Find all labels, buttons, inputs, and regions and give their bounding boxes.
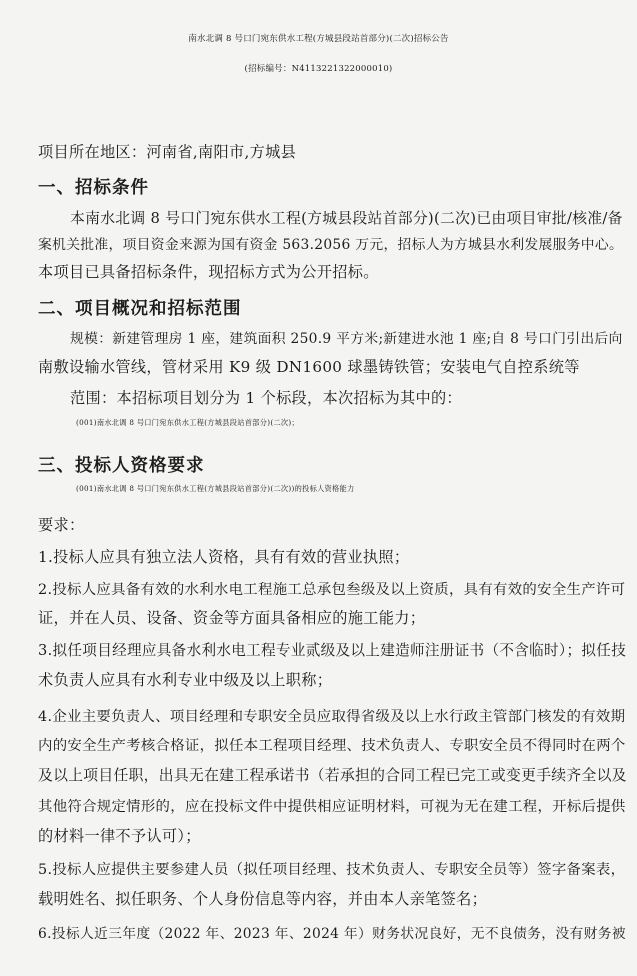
section-heading-project-overview: 二、项目概况和招标范围 — [38, 299, 242, 319]
paragraph-line: 内的安全生产考核合格证，拟任本工程项目经理、技术负责人、专职安全员不得同时在两个 — [38, 738, 626, 754]
paragraph-line: 本项目已具备招标条件，现招标方式为公开招标。 — [38, 263, 379, 281]
paragraph-line: 范围：本招标项目划分为 1 个标段，本次招标为其中的： — [70, 389, 462, 407]
paragraph-line: 证，并在人员、设备、资金等方面具备相应的施工能力； — [38, 609, 426, 627]
paragraph-line: 5.投标人应提供主要参建人员（拟任项目经理、技术负责人、专职安全员等）签字备案表， — [38, 862, 626, 878]
paragraph-line: 案机关批准，项目资金来源为国有资金 563.2056 万元，招标人为方城县水利发展服务中心。 — [38, 237, 624, 253]
paragraph-line: (001)南水北调 8 号口门宛东供水工程(方城县段站首部分)(二次))的投标人资格能力 — [76, 484, 355, 493]
paragraph-line: 的材料一律不予认可）； — [38, 827, 201, 845]
paragraph-line: 2.投标人应具备有效的水利水电工程施工总承包叁级及以上资质，具有有效的安全生产许可 — [38, 582, 626, 598]
paragraph-line: 南敷设输水管线，管材采用 K9 级 DN1600 球墨铸铁管；安装电气自控系统等 — [38, 358, 580, 376]
paragraph-line: 其他符合规定情形的，应在投标文件中提供相应证明材料，可视为无在建工程，开标后提供 — [38, 799, 626, 815]
paragraph-line: 载明姓名、拟任职务、个人身份信息等内容，并由本人亲笔签名； — [38, 890, 488, 908]
paragraph-line: 及以上项目任职，出具无在建工程承诺书（若承担的合同工程已完工或变更手续齐全以及 — [38, 767, 627, 784]
section-heading-bidder-qualifications: 三、投标人资格要求 — [38, 456, 205, 476]
paragraph-line: 1.投标人应具有独立法人资格，具有有效的营业执照； — [38, 548, 410, 566]
paragraph-line: 6.投标人近三年度（2022 年、2023 年、2024 年）财务状况良好，无不良债务，没有财务被 — [38, 926, 626, 942]
project-location: 项目所在地区：河南省,南阳市,方城县 — [38, 143, 297, 161]
paragraph-line: 要求： — [38, 516, 85, 534]
document-title: 南水北调 8 号口门宛东供水工程(方城县段站首部分)(二次)招标公告 — [188, 34, 449, 44]
paragraph-line: 术负责人应具有水利专业中级及以上职称； — [38, 671, 333, 689]
tender-number: (招标编号：N4113221322000010) — [244, 64, 393, 74]
paragraph-line: 规模：新建管理房 1 座，建筑面积 250.9 平方米;新建进水池 1 座;自 8 号口门引出后向 — [70, 331, 623, 347]
paragraph-line: (001)南水北调 8 号口门宛东供水工程(方城县段站首部分)(二次)； — [76, 418, 299, 427]
paragraph-line: 本南水北调 8 号口门宛东供水工程(方城县段站首部分)(二次)已由项目审批/核准/备 — [70, 210, 623, 227]
paragraph-line: 4.企业主要负责人、项目经理和专职安全员应取得省级及以上水行政主管部门核发的有效期 — [38, 709, 626, 725]
paragraph-line: 3.拟任项目经理应具备水利水电工程专业贰级及以上建造师注册证书（不含临时）；拟任技 — [38, 642, 627, 659]
section-heading-tender-conditions: 一、招标条件 — [38, 178, 149, 198]
